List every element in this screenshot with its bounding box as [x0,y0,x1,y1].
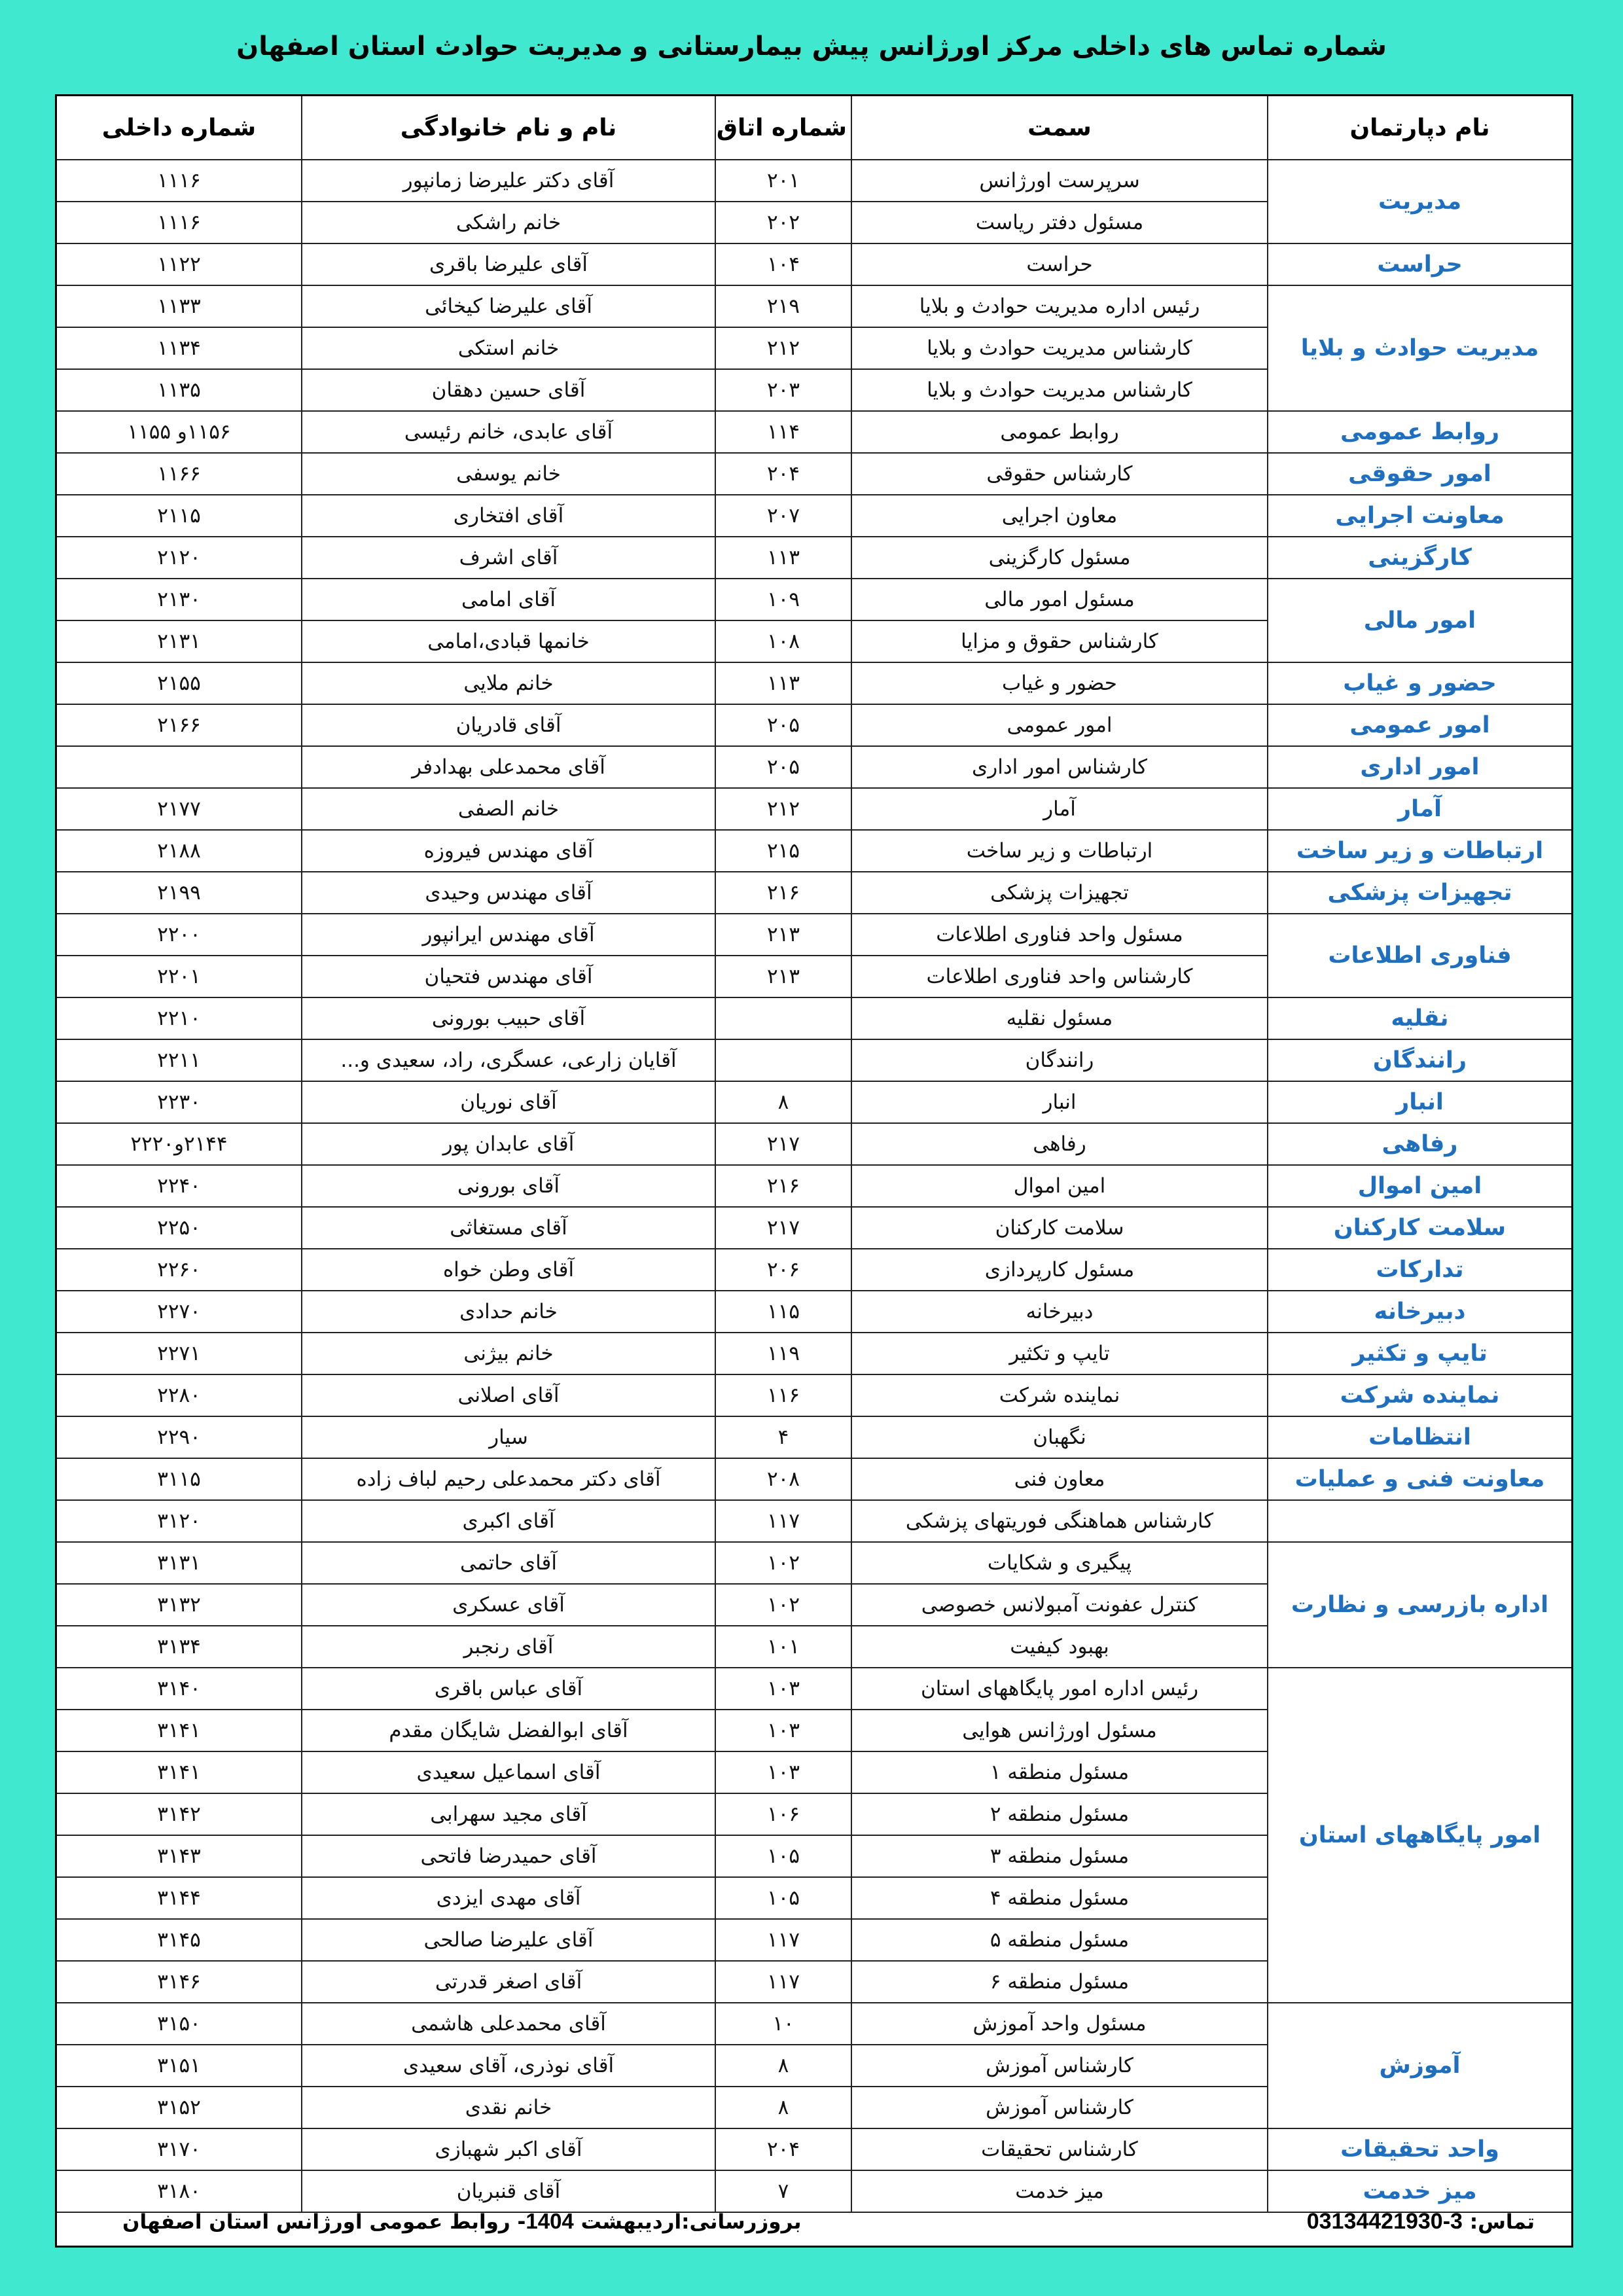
room-cell: ۲۱۶ [715,1165,851,1207]
position-cell: کارشناس هماهنگی فوریتهای پزشکی [851,1500,1268,1542]
name-cell: سیار [302,1416,715,1458]
extension-cell: ۱۱۳۵ [57,369,302,411]
room-cell: ۱۱۷ [715,1961,851,2003]
extension-cell: ۲۱۲۰ [57,537,302,579]
name-cell: آقای علیرضا باقری [302,243,715,285]
table-row [57,2128,1571,2170]
directory-table [57,96,1571,2213]
table-row [57,914,1571,956]
extension-cell: ۳۱۴۴ [57,1877,302,1919]
table-row [57,160,1571,202]
room-cell: ۱۱۵ [715,1291,851,1333]
extension-cell: ۳۱۳۱ [57,1542,302,1584]
position-cell: تایپ و تکثیر [851,1333,1268,1374]
position-cell: رئیس اداره امور پایگاههای استان [851,1668,1268,1710]
position-cell: معاون فنی [851,1458,1268,1500]
department-cell: حراست [1268,243,1571,285]
extension-cell: ۲۲۴۰ [57,1165,302,1207]
room-cell: ۱۱۹ [715,1333,851,1374]
name-cell: آقای حسین دهقان [302,369,715,411]
footer-contact [1307,2209,1535,2234]
name-cell: خانم حدادی [302,1291,715,1333]
name-cell: آقای مهندس وحیدی [302,872,715,914]
table-row [57,1291,1571,1333]
position-cell: مسئول اورژانس هوایی [851,1710,1268,1751]
name-cell: خانم استکی [302,327,715,369]
name-cell: آقای ابوالفضل شایگان مقدم [302,1710,715,1751]
directory-sheet [55,94,1573,2248]
extension-cell: ۳۱۴۰ [57,1668,302,1710]
department-cell: امور حقوقی [1268,453,1571,495]
room-cell: ۱۰۲ [715,1542,851,1584]
position-cell: سلامت کارکنان [851,1207,1268,1249]
room-cell: ۱۱۳ [715,537,851,579]
position-cell: کارشناس واحد فناوری اطلاعات [851,956,1268,997]
extension-cell: ۳۱۴۲ [57,1793,302,1835]
name-cell: آقای مجید سهرابی [302,1793,715,1835]
extension-cell: ۲۲۵۰ [57,1207,302,1249]
name-cell: آقای وطن خواه [302,1249,715,1291]
extension-cell: ۱۱۲۲ [57,243,302,285]
position-cell: رئیس اداره مدیریت حوادث و بلایا [851,285,1268,327]
extension-cell: ۲۱۵۵ [57,662,302,704]
position-cell: مسئول منطقه ۴ [851,1877,1268,1919]
extension-cell: ۱۱۶۶ [57,453,302,495]
table-row [57,1458,1571,1500]
name-cell: آقای عابدی، خانم رئیسی [302,411,715,453]
room-cell: ۲۱۷ [715,1207,851,1249]
department-cell: آموزش [1268,2003,1571,2128]
table-row [57,1542,1571,1584]
position-cell: کارشناس حقوقی [851,453,1268,495]
table-row [57,788,1571,830]
department-cell: حضور و غیاب [1268,662,1571,704]
department-cell: میز خدمت [1268,2170,1571,2212]
department-cell: معاونت فنی و عملیات [1268,1458,1571,1500]
update-year: 1404 [526,2209,574,2233]
update-label: بروزرسانی:اردیبهشت [580,2210,802,2234]
name-cell: آقای نوذری، آقای سعیدی [302,2045,715,2087]
table-row [57,1374,1571,1416]
room-cell: ۲۱۳ [715,914,851,956]
table-row [57,1416,1571,1458]
table-row [57,872,1571,914]
extension-cell: ۲۲۱۰ [57,997,302,1039]
position-cell: کارشناس حقوق و مزایا [851,620,1268,662]
department-cell [1268,1500,1571,1542]
position-cell: مسئول منطقه ۳ [851,1835,1268,1877]
extension-cell: ۱۱۱۶ [57,160,302,202]
position-cell: حراست [851,243,1268,285]
room-cell: ۸ [715,2045,851,2087]
room-cell: ۴ [715,1416,851,1458]
position-cell: دبیرخانه [851,1291,1268,1333]
room-cell: ۲۱۲ [715,327,851,369]
position-cell: مسئول منطقه ۲ [851,1793,1268,1835]
table-row [57,830,1571,872]
name-cell: آقای محمدعلی بهدادفر [302,746,715,788]
name-cell: آقای محمدعلی هاشمی [302,2003,715,2045]
department-cell: مدیریت حوادث و بلایا [1268,285,1571,411]
room-cell: ۱۱۷ [715,1919,851,1961]
table-row [57,1333,1571,1374]
position-cell: مسئول منطقه ۱ [851,1751,1268,1793]
name-cell: آقای دکتر محمدعلی رحیم لباف زاده [302,1458,715,1500]
room-cell: ۱۰۸ [715,620,851,662]
name-cell: آقای بورونی [302,1165,715,1207]
name-cell: آقای عابدان پور [302,1123,715,1165]
table-row [57,243,1571,285]
position-cell: میز خدمت [851,2170,1268,2212]
table-row [57,1668,1571,1710]
position-cell: مسئول دفتر ریاست [851,202,1268,243]
room-cell: ۱۰ [715,2003,851,2045]
room-cell: ۲۰۴ [715,453,851,495]
name-cell: خانمها قبادی،امامی [302,620,715,662]
department-cell: امور عمومی [1268,704,1571,746]
header-name: نام و نام خانوادگی [302,96,715,160]
extension-cell: ۲۱۴۴و۲۲۲۰ [57,1123,302,1165]
extension-cell: ۱۱۳۳ [57,285,302,327]
extension-cell: ۳۱۱۵ [57,1458,302,1500]
extension-cell: ۱۱۱۶ [57,202,302,243]
department-cell: واحد تحقیقات [1268,2128,1571,2170]
extension-cell: ۲۲۰۰ [57,914,302,956]
table-row [57,1249,1571,1291]
extension-cell: ۱۱۳۴ [57,327,302,369]
department-cell: رانندگان [1268,1039,1571,1081]
department-cell: امور مالی [1268,579,1571,662]
table-row [57,1123,1571,1165]
room-cell: ۲۱۵ [715,830,851,872]
position-cell: کارشناس امور اداری [851,746,1268,788]
extension-cell: ۳۱۷۰ [57,2128,302,2170]
extension-cell [57,746,302,788]
extension-cell: ۳۱۴۱ [57,1710,302,1751]
position-cell: رانندگان [851,1039,1268,1081]
department-cell: نماینده شرکت [1268,1374,1571,1416]
footer [57,2197,1571,2246]
extension-cell: ۲۲۳۰ [57,1081,302,1123]
position-cell: کنترل عفونت آمبولانس خصوصی [851,1584,1268,1626]
room-cell: ۱۱۶ [715,1374,851,1416]
name-cell: آقای رنجبر [302,1626,715,1668]
room-cell: ۱۰۶ [715,1793,851,1835]
name-cell: آقای اسماعیل سعیدی [302,1751,715,1793]
room-cell: ۲۱۹ [715,285,851,327]
room-cell: ۱۰۲ [715,1584,851,1626]
table-row [57,1039,1571,1081]
department-cell: نقلیه [1268,997,1571,1039]
room-cell: ۱۰۳ [715,1710,851,1751]
header-row [57,96,1571,160]
extension-cell: ۳۱۴۵ [57,1919,302,1961]
position-cell: انبار [851,1081,1268,1123]
department-cell: دبیرخانه [1268,1291,1571,1333]
extension-cell: ۲۲۶۰ [57,1249,302,1291]
position-cell: حضور و غیاب [851,662,1268,704]
position-cell: مسئول منطقه ۶ [851,1961,1268,2003]
position-cell: کارشناس آموزش [851,2045,1268,2087]
room-cell: ۲۱۳ [715,956,851,997]
header-department: نام دپارتمان [1268,96,1571,160]
name-cell: آقای عباس باقری [302,1668,715,1710]
room-cell: ۱۰۹ [715,579,851,620]
room-cell: ۱۱۳ [715,662,851,704]
room-cell: ۱۰۳ [715,1668,851,1710]
department-cell: امور پایگاههای استان [1268,1668,1571,2003]
position-cell: ارتباطات و زیر ساخت [851,830,1268,872]
position-cell: پیگیری و شکایات [851,1542,1268,1584]
name-cell: آقای مستغاثی [302,1207,715,1249]
position-cell: مسئول کارگزینی [851,537,1268,579]
extension-cell: ۲۲۷۱ [57,1333,302,1374]
position-cell: معاون اجرایی [851,495,1268,537]
extension-cell: ۲۱۸۸ [57,830,302,872]
name-cell: آقای قادریان [302,704,715,746]
name-cell: آقای اصغر قدرتی [302,1961,715,2003]
name-cell: آقایان زارعی، عسگری، راد، سعیدی و... [302,1039,715,1081]
position-cell: کارشناس مدیریت حوادث و بلایا [851,327,1268,369]
department-cell: آمار [1268,788,1571,830]
name-cell: خانم راشکی [302,202,715,243]
name-cell: آقای اشرف [302,537,715,579]
table-row [57,285,1571,327]
position-cell: امور عمومی [851,704,1268,746]
name-cell: آقای حاتمی [302,1542,715,1584]
extension-cell: ۲۲۱۱ [57,1039,302,1081]
room-cell: ۲۰۵ [715,746,851,788]
department-cell: انتظامات [1268,1416,1571,1458]
extension-cell: ۳۱۵۰ [57,2003,302,2045]
department-cell: معاونت اجرایی [1268,495,1571,537]
position-cell: روابط عمومی [851,411,1268,453]
table-row [57,495,1571,537]
table-row [57,1165,1571,1207]
position-cell: نماینده شرکت [851,1374,1268,1416]
position-cell: مسئول امور مالی [851,579,1268,620]
room-cell: ۱۰۴ [715,243,851,285]
position-cell: بهبود کیفیت [851,1626,1268,1668]
page-title: شماره تماس های داخلی مرکز اورژانس پیش بیمارستانی و مدیریت حوادث استان اصفهان [236,31,1387,62]
room-cell: ۲۱۷ [715,1123,851,1165]
table-row [57,2003,1571,2045]
extension-cell: ۲۲۷۰ [57,1291,302,1333]
table-row [57,1500,1571,1542]
extension-cell: ۳۱۴۱ [57,1751,302,1793]
extension-cell: ۳۱۵۱ [57,2045,302,2087]
extension-cell: ۲۱۱۵ [57,495,302,537]
extension-cell: ۲۱۷۷ [57,788,302,830]
department-cell: کارگزینی [1268,537,1571,579]
extension-cell: ۲۱۹۹ [57,872,302,914]
room-cell: ۲۰۳ [715,369,851,411]
table-row [57,662,1571,704]
contact-label: تماس: [1469,2210,1535,2234]
header-room: شماره اتاق [715,96,851,160]
extension-cell: ۳۱۵۲ [57,2087,302,2128]
name-cell: خانم بیژنی [302,1333,715,1374]
name-cell: آقای علیرضا صالحی [302,1919,715,1961]
room-cell: ۸ [715,1081,851,1123]
position-cell: نگهبان [851,1416,1268,1458]
name-cell: خانم یوسفی [302,453,715,495]
table-row [57,579,1571,620]
name-cell: آقای قنبریان [302,2170,715,2212]
position-cell: مسئول نقلیه [851,997,1268,1039]
position-cell: کارشناس تحقیقات [851,2128,1268,2170]
directory-body [57,160,1571,2212]
room-cell: ۱۰۵ [715,1835,851,1877]
extension-cell: ۲۲۸۰ [57,1374,302,1416]
room-cell: ۱۱۴ [715,411,851,453]
department-cell: ارتباطات و زیر ساخت [1268,830,1571,872]
department-cell: روابط عمومی [1268,411,1571,453]
contact-number: 03134421930-3 [1306,2209,1463,2234]
room-cell: ۱۱۷ [715,1500,851,1542]
name-cell: خانم ملایی [302,662,715,704]
name-cell: آقای اصلانی [302,1374,715,1416]
update-suffix: - روابط عمومی اورژانس استان اصفهان [122,2210,526,2234]
department-cell: مدیریت [1268,160,1571,243]
department-cell: امور اداری [1268,746,1571,788]
header-position: سمت [851,96,1268,160]
room-cell: ۲۱۲ [715,788,851,830]
extension-cell: ۳۱۳۲ [57,1584,302,1626]
table-row [57,411,1571,453]
extension-cell: ۳۱۳۴ [57,1626,302,1668]
name-cell: آقای افتخاری [302,495,715,537]
extension-cell: ۲۲۹۰ [57,1416,302,1458]
table-row [57,704,1571,746]
position-cell: مسئول واحد آموزش [851,2003,1268,2045]
department-cell: فناوری اطلاعات [1268,914,1571,997]
extension-cell: ۳۱۸۰ [57,2170,302,2212]
extension-cell: ۳۱۴۶ [57,1961,302,2003]
room-cell [715,1039,851,1081]
department-cell: اداره بازرسی و نظارت [1268,1542,1571,1668]
position-cell: مسئول کارپردازی [851,1249,1268,1291]
name-cell: آقای مهندس ایرانپور [302,914,715,956]
name-cell: آقای مهندس فتحیان [302,956,715,997]
name-cell: آقای عسکری [302,1584,715,1626]
department-cell: رفاهی [1268,1123,1571,1165]
table-row [57,997,1571,1039]
room-cell: ۱۰۳ [715,1751,851,1793]
room-cell: ۱۰۵ [715,1877,851,1919]
room-cell: ۲۰۸ [715,1458,851,1500]
department-cell: امین اموال [1268,1165,1571,1207]
room-cell: ۱۰۱ [715,1626,851,1668]
room-cell [715,997,851,1039]
position-cell: سرپرست اورژانس [851,160,1268,202]
position-cell: رفاهی [851,1123,1268,1165]
name-cell: آقای دکتر علیرضا زمانپور [302,160,715,202]
name-cell: آقای اکبری [302,1500,715,1542]
table-row [57,453,1571,495]
name-cell: آقای مهندس فیروزه [302,830,715,872]
room-cell: ۸ [715,2087,851,2128]
department-cell: تایپ و تکثیر [1268,1333,1571,1374]
position-cell: کارشناس آموزش [851,2087,1268,2128]
name-cell: خانم نقدی [302,2087,715,2128]
room-cell: ۲۰۵ [715,704,851,746]
table-row [57,537,1571,579]
department-cell: تجهیزات پزشکی [1268,872,1571,914]
department-cell: انبار [1268,1081,1571,1123]
position-cell: مسئول واحد فناوری اطلاعات [851,914,1268,956]
department-cell: سلامت کارکنان [1268,1207,1571,1249]
position-cell: مسئول منطقه ۵ [851,1919,1268,1961]
extension-cell: ۳۱۴۳ [57,1835,302,1877]
extension-cell: ۲۱۶۶ [57,704,302,746]
position-cell: آمار [851,788,1268,830]
extension-cell: ۲۱۳۱ [57,620,302,662]
name-cell: آقای حبیب بورونی [302,997,715,1039]
header-extension: شماره داخلی [57,96,302,160]
extension-cell: ۱۱۵۶و ۱۱۵۵ [57,411,302,453]
extension-cell: ۲۲۰۱ [57,956,302,997]
table-row [57,1207,1571,1249]
name-cell: آقای مهدی ایزدی [302,1877,715,1919]
room-cell: ۲۰۲ [715,202,851,243]
name-cell: خانم الصفی [302,788,715,830]
name-cell: آقای علیرضا کیخائی [302,285,715,327]
name-cell: آقای اکبر شهبازی [302,2128,715,2170]
extension-cell: ۳۱۲۰ [57,1500,302,1542]
extension-cell: ۲۱۳۰ [57,579,302,620]
table-row [57,746,1571,788]
name-cell: آقای حمیدرضا فاتحی [302,1835,715,1877]
room-cell: ۷ [715,2170,851,2212]
table-row [57,1081,1571,1123]
department-cell: تدارکات [1268,1249,1571,1291]
room-cell: ۲۰۶ [715,1249,851,1291]
position-cell: کارشناس مدیریت حوادث و بلایا [851,369,1268,411]
footer-update [122,2209,802,2234]
room-cell: ۲۱۶ [715,872,851,914]
room-cell: ۲۰۷ [715,495,851,537]
room-cell: ۲۰۴ [715,2128,851,2170]
name-cell: آقای نوریان [302,1081,715,1123]
room-cell: ۲۰۱ [715,160,851,202]
position-cell: امین اموال [851,1165,1268,1207]
name-cell: آقای امامی [302,579,715,620]
position-cell: تجهیزات پزشکی [851,872,1268,914]
